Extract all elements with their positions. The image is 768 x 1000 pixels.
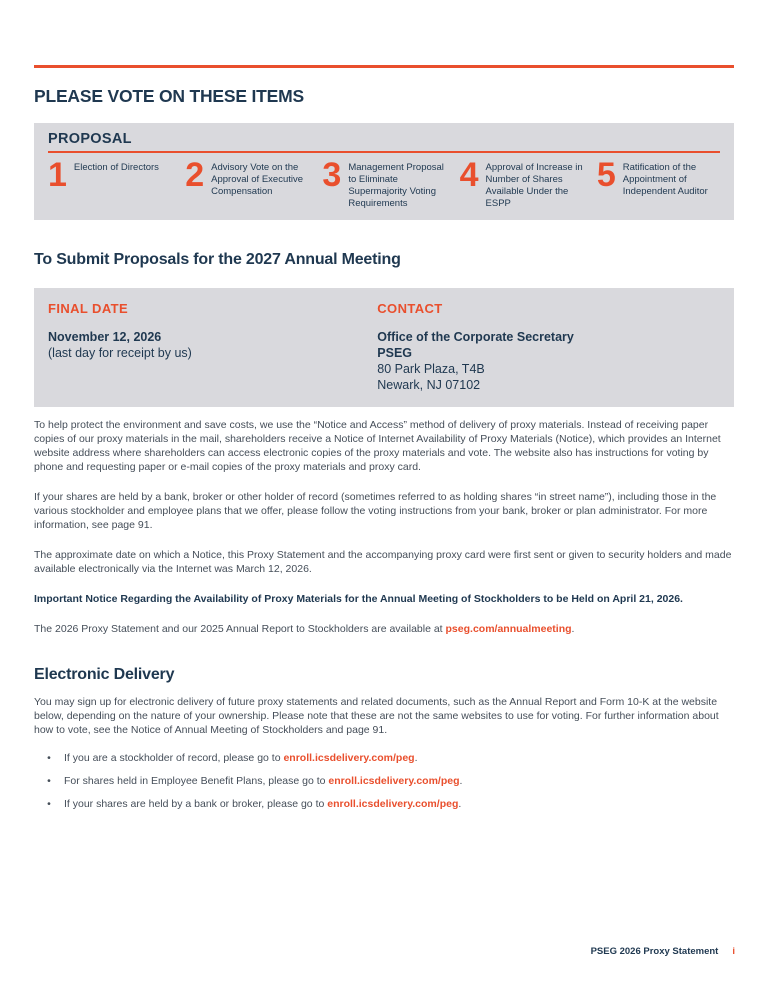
bullet-stockholder-of-record — [34, 751, 734, 765]
submit-proposals-heading: To Submit Proposals for the 2027 Annual Meeting — [34, 251, 401, 268]
final-date-label: FINAL DATE — [48, 301, 129, 316]
availability-text: The 2026 Proxy Statement and our 2025 Annual Report to Stockholders are available at — [34, 623, 446, 635]
bullet-employee-benefit-plans — [34, 774, 734, 788]
proposal-number-4: 4 — [459, 156, 478, 194]
proposal-item-5 — [596, 156, 720, 210]
proposal-number-1: 1 — [48, 156, 66, 194]
bullet-suffix: . — [459, 775, 463, 787]
bullet-icon: • — [47, 752, 51, 764]
street-name-paragraph: If your shares are held by a bank, broker or other holder of record (sometimes referred to as holding shares “in street name”), including those in the various stockholder and employee plans that we offer, please follow the voting instructions from your bank, broker or plan administrator. For more information, see page 91. — [34, 491, 717, 531]
final-date-note: (last day for receipt by us) — [48, 346, 192, 360]
bullet-icon: • — [47, 798, 51, 810]
contact-city: Newark, NJ 07102 — [377, 378, 481, 392]
page-title: PLEASE VOTE ON THESE ITEMS — [34, 86, 304, 106]
proposal-item-1 — [48, 156, 171, 210]
contact-label: CONTACT — [377, 301, 443, 316]
bullet-icon: • — [47, 775, 51, 787]
proposal-number-3: 3 — [322, 156, 341, 194]
electronic-delivery-intro: You may sign up for electronic delivery of future proxy statements and related documents, such as the Annual Report and Form 10-K at the website below, depending on the nature of your ownership. Please note that these are not the same websites to use for voting. For further information about how to vote, see the Notice of Annual Meeting of Stockholders and page 91. — [34, 696, 719, 736]
proposal-item-3 — [322, 156, 445, 210]
footer-document-title: PSEG 2026 Proxy Statement — [590, 946, 719, 957]
proposal-item-2 — [185, 156, 308, 210]
bullet-text — [64, 797, 461, 811]
proposal-text-3: Management Proposal to Eliminate Supermajority Voting Requirements — [348, 162, 444, 209]
bullet-prefix: For shares held in Employee Benefit Plans, please go to — [64, 775, 329, 787]
final-date-contact-box — [34, 288, 734, 407]
bullet-prefix: If you are a stockholder of record, please go to — [64, 752, 284, 764]
annual-meeting-link[interactable]: pseg.com/annualmeeting — [445, 623, 572, 635]
enrollment-bullet-list — [34, 751, 734, 811]
availability-paragraph — [34, 622, 734, 636]
contact-street: 80 Park Plaza, T4B — [377, 362, 485, 376]
contact-column — [377, 301, 720, 393]
contact-company: PSEG — [377, 346, 413, 360]
proposal-number-5: 5 — [596, 156, 615, 194]
proposal-band-divider — [48, 151, 720, 153]
bullet-text — [64, 751, 418, 765]
page-footer — [591, 946, 735, 957]
bullet-suffix: . — [458, 798, 462, 810]
footer-page-number: i — [732, 946, 735, 957]
proposal-number-2: 2 — [185, 156, 204, 194]
availability-period: . — [571, 623, 575, 635]
proposal-text-1: Election of Directors — [73, 162, 159, 173]
enroll-link-2[interactable]: enroll.icsdelivery.com/peg — [328, 775, 460, 787]
approximate-date-paragraph: The approximate date on which a Notice, this Proxy Statement and the accompanying proxy card were first sent or given to security holders and made available electronically via the Internet was March 12, 2026. — [34, 549, 732, 575]
enroll-link-1[interactable]: enroll.icsdelivery.com/peg — [283, 752, 415, 764]
final-date-value: November 12, 2026 — [48, 330, 162, 344]
notice-access-paragraph: To help protect the environment and save costs, we use the “Notice and Access” method of delivery of proxy materials. Instead of receiving paper copies of our proxy materials in the mail, shareholders receive a Notice of Internet Availability of Proxy Materials (Notice), which provides an Internet website address where shareholders can access electronic copies of the proxy materials and vote. The website also has instructions for voting by phone and requesting paper or e-mail copies of the proxy materials and proxy card. — [34, 419, 721, 473]
contact-office: Office of the Corporate Secretary — [377, 330, 574, 344]
bullet-prefix: If your shares are held by a bank or broker, please go to — [64, 798, 328, 810]
proposal-text-5: Ratification of the Appointment of Independent Auditor — [622, 162, 708, 197]
proposal-band-title: PROPOSAL — [48, 131, 132, 147]
bullet-bank-or-broker — [34, 797, 734, 811]
final-date-column — [48, 301, 377, 393]
proposal-text-4: Approval of Increase in Number of Shares Available Under the ESPP — [485, 162, 583, 209]
page-content — [34, 65, 734, 811]
bullet-suffix: . — [414, 752, 418, 764]
enroll-link-3[interactable]: enroll.icsdelivery.com/peg — [327, 798, 459, 810]
proposal-item-4 — [459, 156, 583, 210]
proposal-band — [34, 123, 734, 220]
electronic-delivery-heading: Electronic Delivery — [34, 666, 175, 683]
important-notice-paragraph: Important Notice Regarding the Availability of Proxy Materials for the Annual Meeting of Stockholders to be Held on April 21, 2026. — [34, 593, 683, 605]
proposal-items — [48, 156, 720, 210]
bullet-text — [64, 774, 462, 788]
proposal-text-2: Advisory Vote on the Approval of Executive Compensation — [211, 162, 304, 197]
top-divider — [34, 65, 734, 68]
